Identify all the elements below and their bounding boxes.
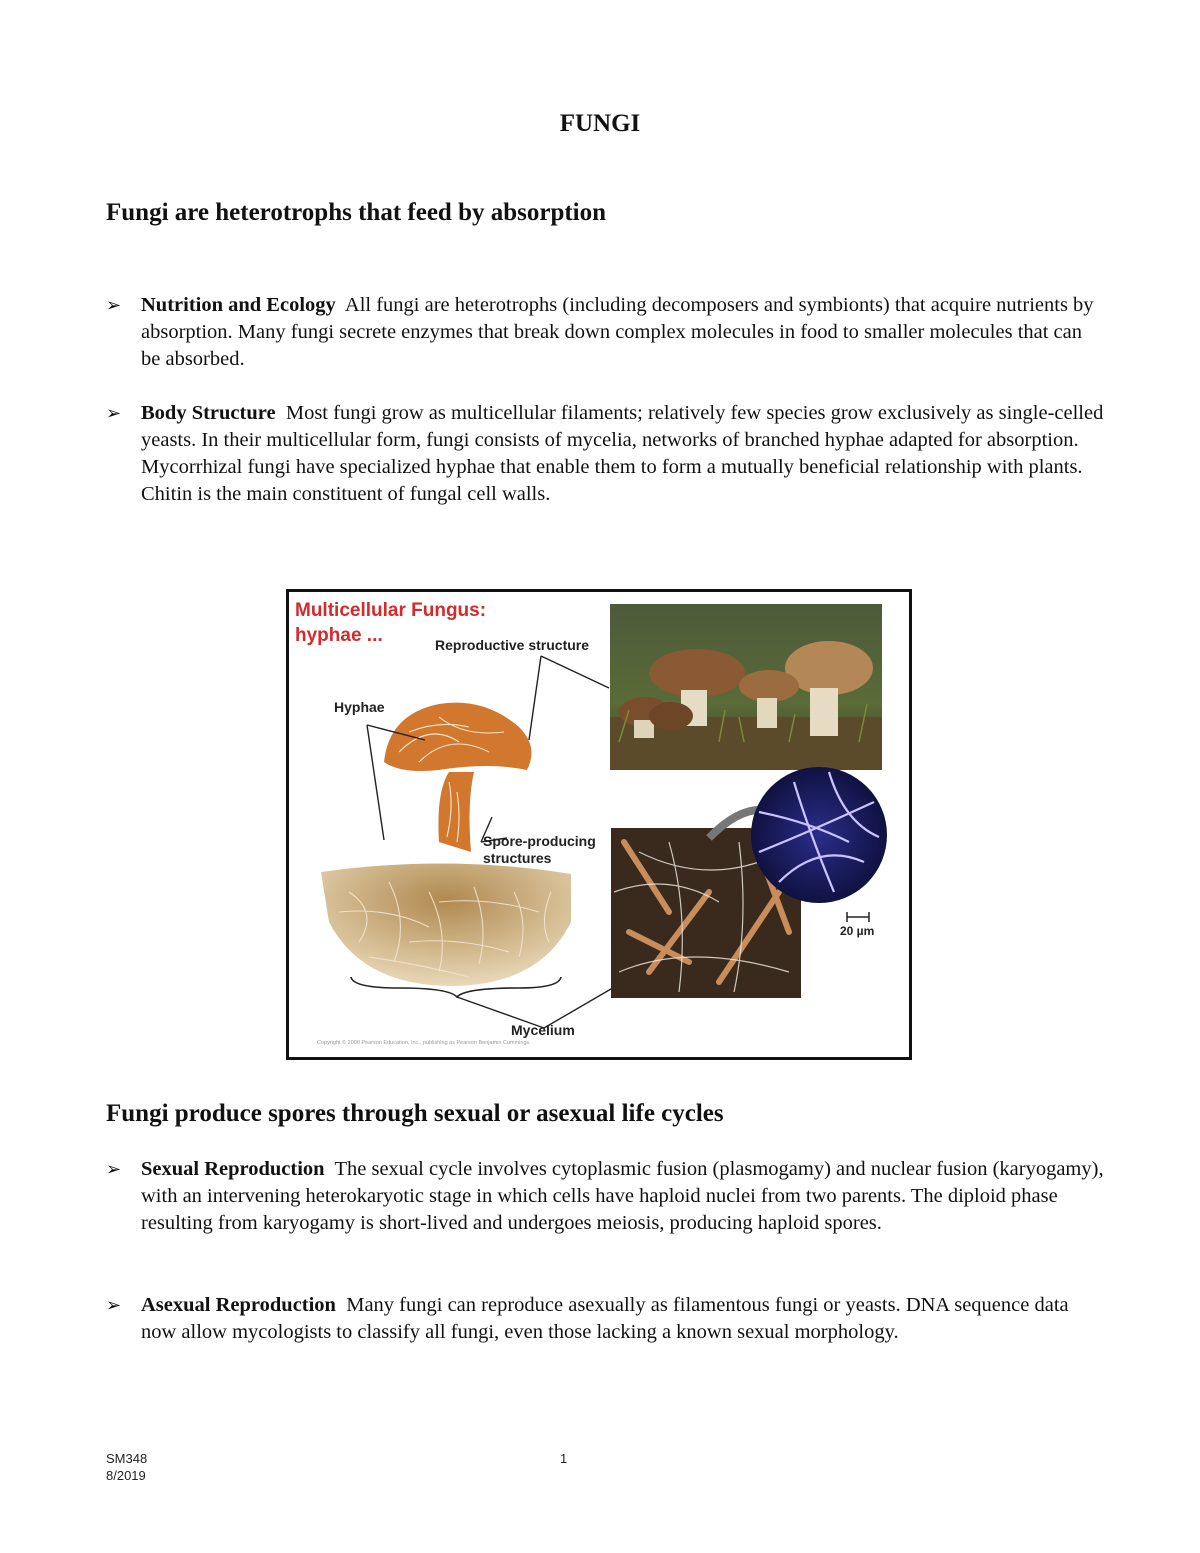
bullet-sexual-reproduction (106, 1156, 1106, 1237)
figure-title-line2: hyphae ... (295, 625, 383, 646)
footer-course (106, 1450, 147, 1484)
bullet-asexual-reproduction (106, 1292, 1106, 1346)
bullet-text: All fungi are heterotrophs (including decomposers and symbionts) that acquire nutrients by absorption. Many fungi secrete enzymes that break down complex molecules in food to smaller molecules that can be absorbed. (141, 294, 1094, 370)
scale-bar (847, 912, 869, 922)
footer-date: 8/2019 (106, 1468, 146, 1483)
label-scale: 20 µm (840, 924, 875, 938)
bullet-text: Most fungi grow as multicellular filaments; relatively few species grow exclusively as single-celled yeasts. In their multicellular form, fungi consists of mycelia, networks of branched hyphae adapted for absorption. Mycorrhizal fungi have specialized hyphae that enable them to form a mutually beneficial relationship with plants. Chitin is the main constituent of fungal cell walls. (141, 402, 1104, 505)
label-spore-line1: Spore-producing (483, 833, 596, 849)
soil-mycelium-drawing (321, 863, 571, 986)
arrow-bullet-icon: ➢ (106, 1159, 122, 1179)
figure-title-line1: Multicellular Fungus: (295, 600, 487, 621)
magnified-hyphae-image (751, 767, 887, 903)
section-heading: Fungi produce spores through sexual or asexual life cycles (106, 1100, 724, 1127)
bullet-label: Nutrition and Ecology (141, 294, 336, 316)
arrow-bullet-icon: ➢ (106, 295, 122, 315)
mushroom-photo (610, 604, 882, 770)
bullet-text: The sexual cycle involves cytoplasmic fusion (plasmogamy) and nuclear fusion (karyogamy), with an intervening heterokaryotic stage in which cells have haploid nuclei from two parents. The diploid phase resulting from karyogamy is short-lived and undergoes meiosis, producing haploid spores. (141, 1158, 1104, 1234)
label-spore-line2: structures (483, 850, 552, 866)
label-mycelium: Mycelium (511, 1022, 575, 1038)
label-hyphae: Hyphae (334, 699, 385, 715)
fungus-illustration (289, 592, 909, 1057)
bullet-body-structure (106, 400, 1106, 508)
figure-copyright: Copyright © 2008 Pearson Education, Inc., publishing as Pearson Benjamin Cummings. (317, 1040, 531, 1046)
arrow-bullet-icon: ➢ (106, 403, 122, 423)
document-title: FUNGI (559, 110, 641, 137)
arrow-bullet-icon: ➢ (106, 1295, 122, 1315)
bullet-label: Body Structure (141, 402, 276, 424)
bullet-label: Asexual Reproduction (141, 1294, 336, 1316)
footer-code: SM348 (106, 1451, 148, 1466)
bullet-text: Many fungi can reproduce asexually as filamentous fungi or yeasts. DNA sequence data now allow mycologists to classify all fungi, even those lacking a known sexual morphology. (141, 1294, 1069, 1343)
bullet-label: Sexual Reproduction (141, 1158, 325, 1180)
section-heading: Fungi are heterotrophs that feed by absorption (106, 199, 607, 226)
label-spore-producing (483, 833, 596, 867)
label-reproductive-structure: Reproductive structure (435, 637, 590, 653)
page-number: 1 (560, 1451, 568, 1466)
bullet-nutrition (106, 292, 1106, 373)
multicellular-fungus-figure (286, 589, 912, 1060)
